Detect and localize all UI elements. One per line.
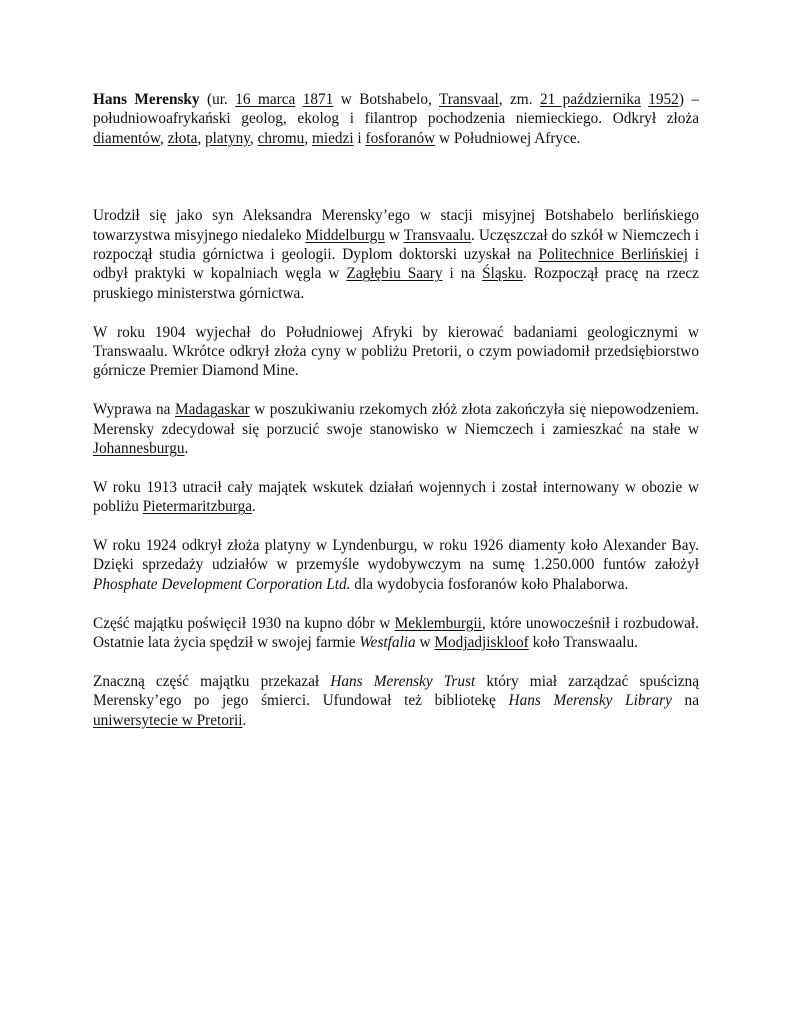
paragraph-early-life: [93, 206, 699, 303]
text: w: [415, 634, 435, 652]
article-body: [93, 90, 699, 749]
text: w: [384, 226, 404, 244]
link-mecklenburg[interactable]: Meklemburgii: [394, 614, 482, 632]
text: Wyprawa na: [93, 401, 175, 419]
link-death-date[interactable]: 21 października: [539, 91, 641, 108]
paragraph-1913: [93, 478, 699, 517]
link-transvaal-2[interactable]: Transvaalu: [403, 226, 472, 244]
link-gold[interactable]: złota: [167, 129, 198, 147]
text: na: [671, 692, 699, 710]
paragraph-1904: W roku 1904 wyjechał do Południowej Afryki by kierować badaniami geologicznymi w Transwaalu. Wkrótce odkrył złoża cyny w pobliżu Pretorii, o czym powiadomił przedsiębiorstwo górnicze Premier Diamond Mine.: [93, 323, 699, 380]
text: ,: [159, 129, 168, 147]
text: w Południowej Afryce.: [435, 129, 581, 147]
link-politechnika[interactable]: Politechnice Berlińskiej: [538, 246, 688, 264]
text: koło Transwaalu.: [528, 634, 638, 652]
link-phosphates[interactable]: fosforanów: [365, 129, 436, 147]
trust-name: Hans Merensky Trust: [330, 672, 476, 690]
farm-name: Westfalia: [359, 634, 416, 652]
text: w poszukiwaniu rzekomych złóż złota zakończyła się niepowodzeniem. Merensky zdecydował się porzucić swoje stanowisko w Niemczech i zamieszkać na stałe w: [93, 401, 700, 438]
text: w Botshabelo,: [333, 91, 439, 108]
link-transvaal[interactable]: Transvaal: [439, 91, 499, 108]
text: dla wydobycia fosforanów koło Phalaborwa.: [350, 575, 629, 593]
article-subject-name: Hans Merensky: [93, 91, 200, 108]
text: .: [242, 711, 247, 729]
text: Znaczną część majątku przekazał: [93, 672, 331, 690]
text: i: [353, 129, 366, 147]
paragraph-1924: [93, 536, 699, 594]
link-birth-year[interactable]: 1871: [302, 91, 334, 108]
link-chrome[interactable]: chromu: [257, 129, 305, 147]
text: ) – południowoafrykański geolog, ekolog i filantrop pochodzenia niemieckiego. Odkrył złoża: [93, 91, 699, 128]
text: Urodził się jako syn Aleksandra Merensky’ego w stacji misyjnej Botshabelo berlińskiego towarzystwa misyjnego niedaleko: [93, 207, 699, 244]
text: i na: [442, 265, 483, 283]
link-diamonds[interactable]: diamentów: [93, 129, 160, 147]
link-middelburg[interactable]: Middelburgu: [305, 226, 385, 244]
link-university-pretoria[interactable]: uniwersytecie w Pretorii: [93, 711, 243, 729]
text: ,: [304, 129, 312, 147]
link-modjadjiskloof[interactable]: Modjadjiskloof: [434, 634, 529, 652]
text: Część majątku poświęcił 1930 na kupno dóbr w: [93, 614, 395, 632]
text: .: [184, 440, 189, 458]
text: . Uczęszczał do szkół w Niemczech i rozpoczął studia górnictwa i geologii. Dyplom doktorski uzyskał na: [93, 226, 699, 264]
text: ,: [249, 129, 258, 147]
intro-paragraph: [93, 90, 699, 148]
text: i odbył praktyki w kopalniach węgla w: [93, 246, 699, 283]
text: W roku 1924 odkrył złoża platyny w Lyndenburgu, w roku 1926 diamenty koło Alexander Bay. Dzięki sprzedaży udziałów w przemyśle wydobywczym na sumę 1.250.000 funtów założył: [93, 537, 699, 574]
link-death-year[interactable]: 1952: [648, 91, 679, 108]
link-birth-date[interactable]: 16 marca: [235, 91, 296, 108]
text: , zm.: [498, 91, 540, 108]
text: . Rozpoczął pracę na rzecz pruskiego ministerstwa górnictwa.: [93, 265, 699, 302]
link-pietermaritzburg[interactable]: Pietermaritzburga: [142, 498, 253, 516]
link-saar[interactable]: Zagłębiu Saary: [346, 265, 443, 283]
library-name: Hans Merensky Library: [508, 692, 672, 710]
link-copper[interactable]: miedzi: [311, 129, 354, 147]
text: który miał zarządzać spuścizną Merensky’ego po jego śmierci. Ufundował też bibliotekę: [93, 672, 699, 710]
text: , które unowocześnił i rozbudował. Ostatnie lata życia spędził w swojej farmie: [93, 614, 699, 652]
link-johannesburg[interactable]: Johannesburgu: [93, 440, 185, 458]
link-silesia[interactable]: Śląsku: [482, 265, 523, 283]
link-madagascar[interactable]: Madagaskar: [174, 401, 250, 419]
text: ,: [197, 129, 206, 147]
text: .: [252, 498, 256, 516]
text: [295, 91, 302, 108]
paragraph-1930: [93, 614, 699, 653]
text: (ur.: [199, 91, 236, 108]
text: W roku 1913 utracił cały majątek wskutek działań wojennych i został internowany w obozie w pobliżu: [93, 478, 699, 516]
link-platinum[interactable]: platyny: [205, 129, 250, 147]
paragraph-madagascar: [93, 400, 699, 458]
company-name: Phosphate Development Corporation Ltd.: [93, 575, 351, 593]
paragraph-legacy: [93, 672, 699, 730]
